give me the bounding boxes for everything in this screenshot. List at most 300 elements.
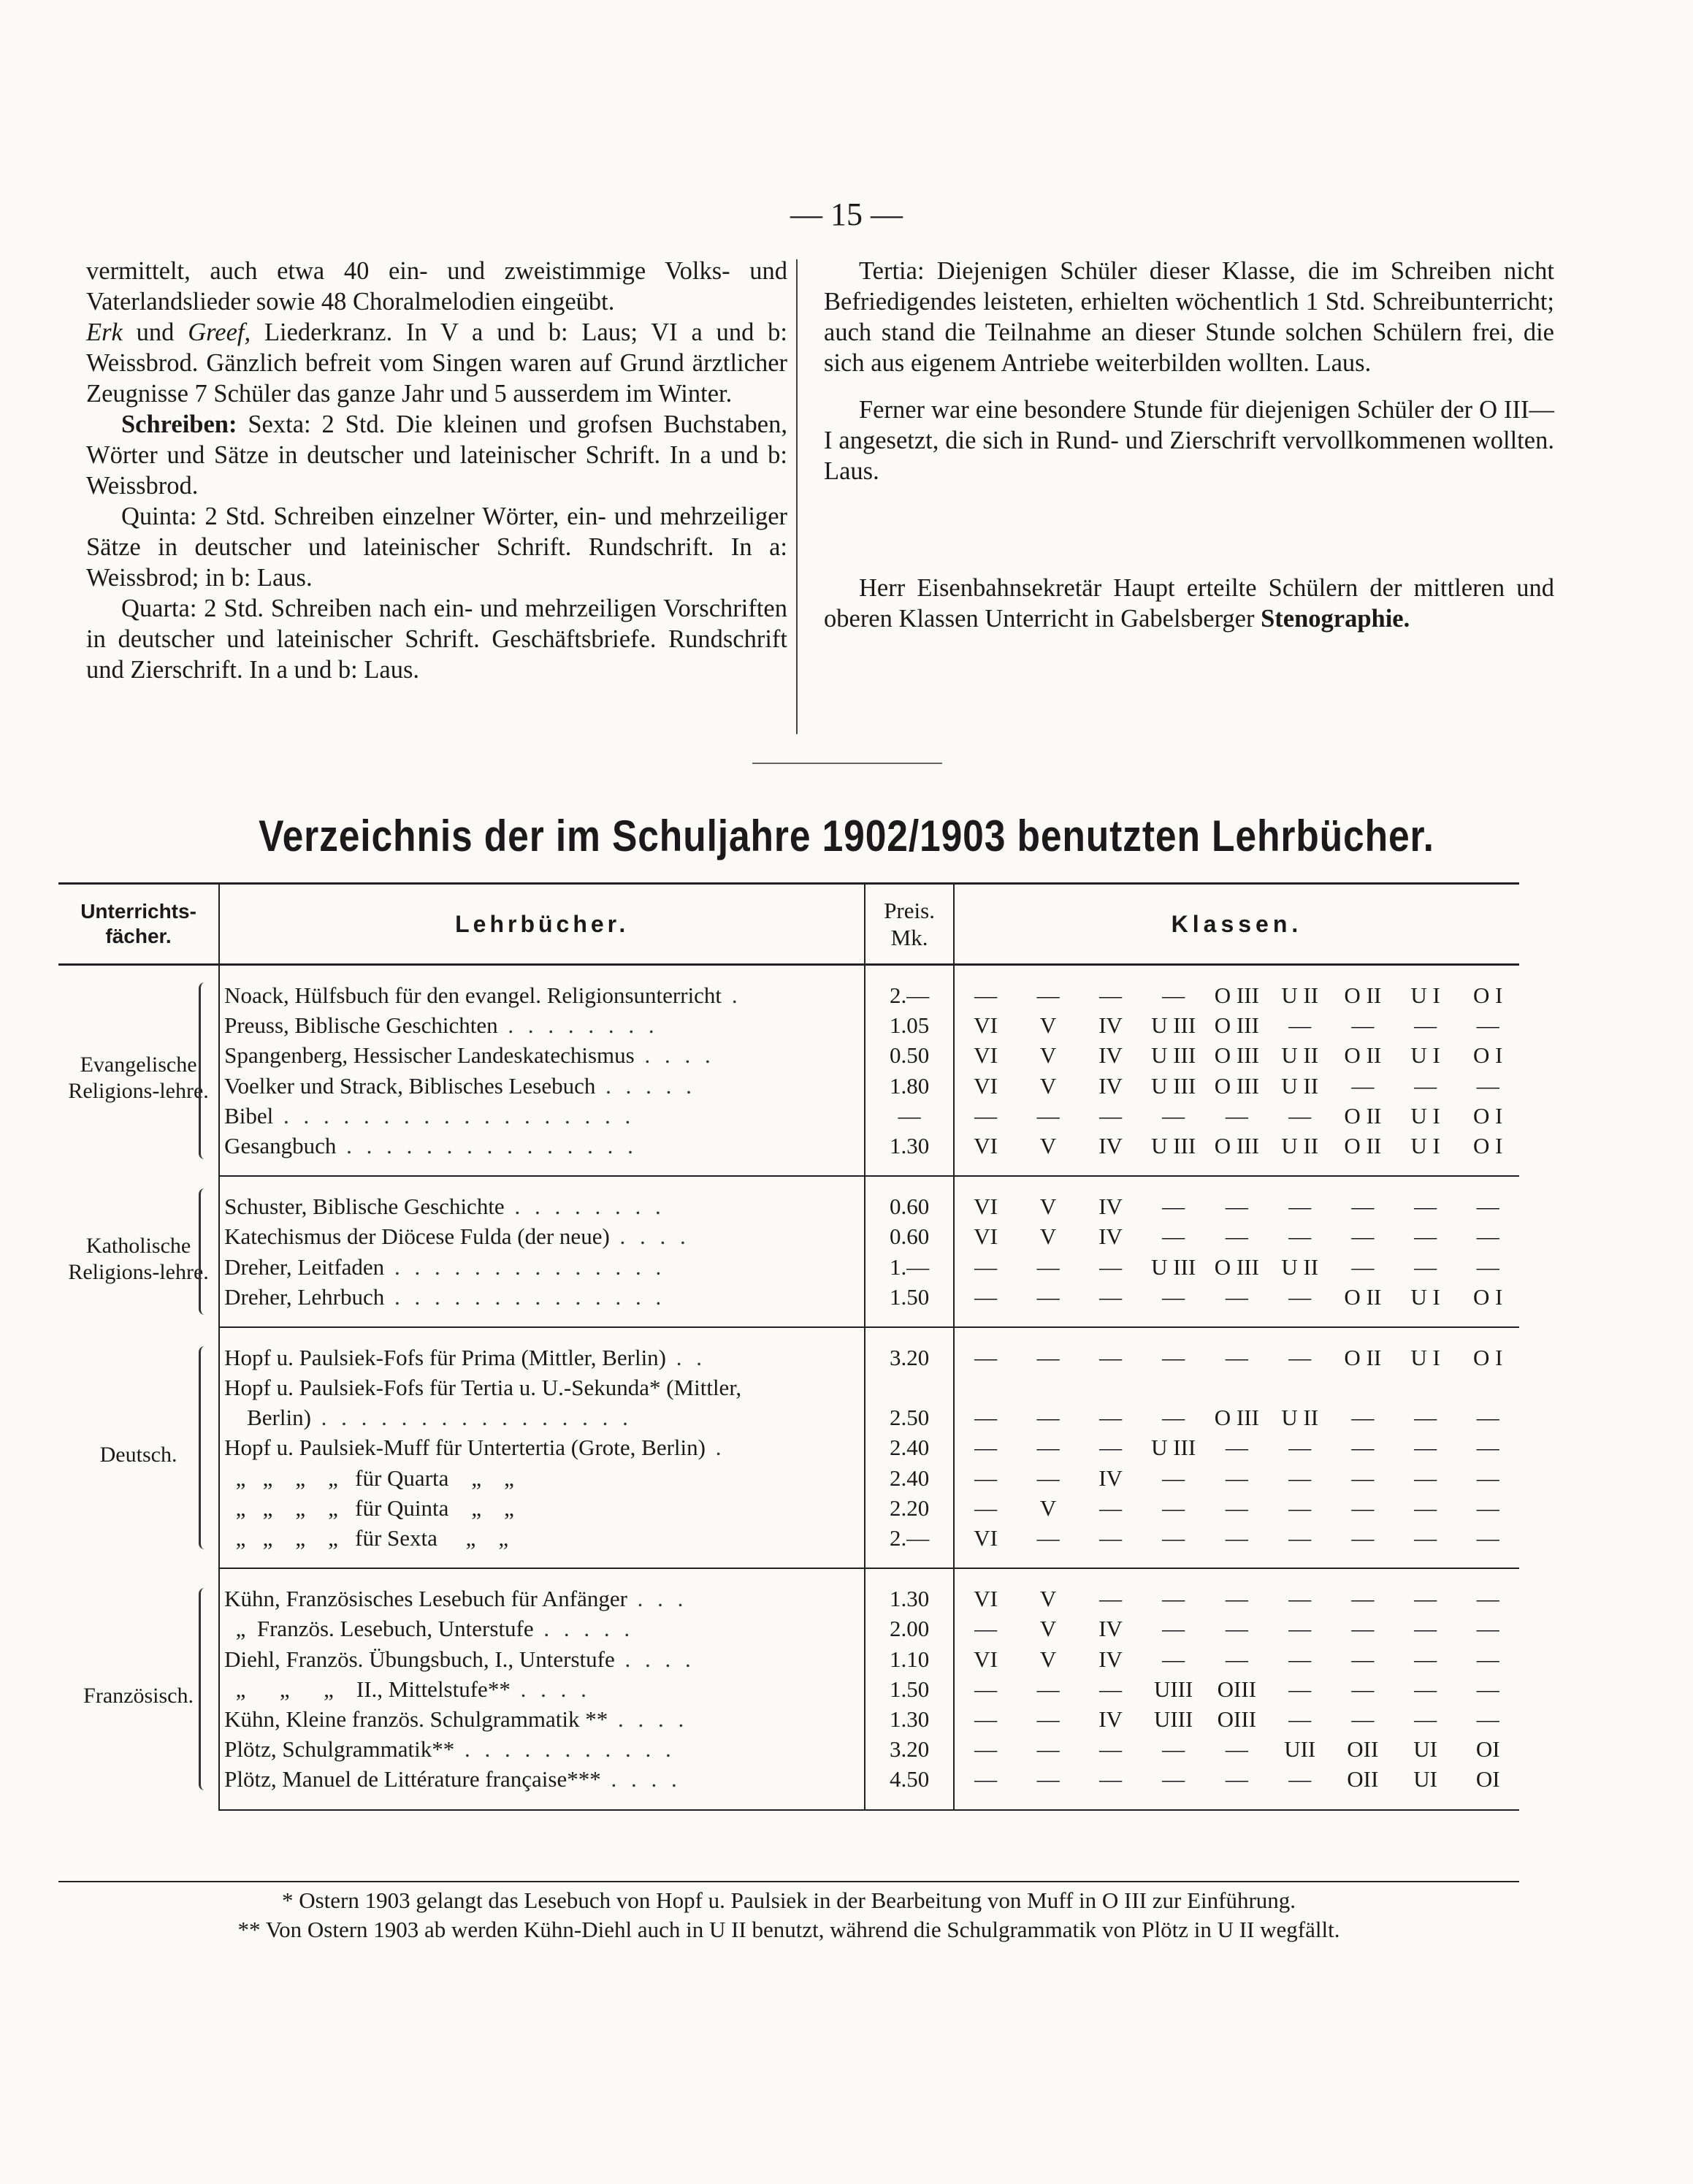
price-cell: 2.00	[865, 1614, 954, 1643]
class-cell: —	[1225, 1494, 1248, 1521]
class-cell: —	[1288, 1012, 1312, 1039]
class-cell: —	[1476, 1646, 1499, 1672]
table-row	[58, 1432, 1519, 1462]
text-fragment: Liederkranz. In V a und b: Laus; VI a und b: Weissbrod. Gänzlich befreit vom Singen waren auf Grund ärztlicher Zeugnisse 7 Schüler das ganze Jahr und 5 ausserdem im Winter.	[86, 318, 787, 408]
class-cell: —	[1288, 1676, 1312, 1702]
class-cell: —	[1036, 1706, 1060, 1732]
price-cell: 1.30	[865, 1704, 954, 1734]
class-cell: —	[1225, 1616, 1248, 1642]
class-cell: —	[1205, 1523, 1269, 1568]
book-title-cell	[219, 1493, 865, 1523]
leader-dots: . . . . . . . . . . . . . . .	[336, 1132, 638, 1158]
leader-dots: .	[705, 1435, 726, 1461]
class-cell: —	[1099, 1344, 1123, 1370]
class-cell: —	[1414, 1223, 1437, 1250]
leader-dots: . . . . . . . . . . .	[454, 1736, 676, 1763]
book-title: Katechismus der Diöcese Fulda (der neue)	[224, 1223, 610, 1250]
table-row	[58, 1493, 1519, 1523]
class-cell: —	[1162, 1194, 1185, 1220]
class-cell: —	[1476, 1072, 1499, 1099]
table-row	[58, 1282, 1519, 1327]
class-cell: IV	[1098, 1072, 1123, 1099]
leader-dots: . . . .	[609, 1223, 690, 1250]
book-title: Hopf u. Paulsiek-Fofs für Prima (Mittler, Berlin)	[224, 1344, 667, 1370]
book-title: „ „ „ „ für Sexta „ „	[224, 1525, 509, 1551]
table-row	[58, 1614, 1519, 1643]
leader-dots: . . . . . . . . . . . . . . . .	[310, 1405, 633, 1431]
class-cell: —	[1225, 1736, 1248, 1763]
class-cell: —	[1288, 1344, 1312, 1370]
class-cell: —	[1225, 1102, 1248, 1129]
class-cell: U III	[1151, 1253, 1196, 1280]
price-cell: 4.50	[865, 1764, 954, 1809]
table-row	[58, 1402, 1519, 1432]
left-column	[86, 256, 787, 685]
table-row	[58, 1674, 1519, 1704]
class-cell: —	[1414, 1072, 1437, 1099]
price-cell: 0.60	[865, 1176, 954, 1221]
class-cell: U I	[1394, 1282, 1457, 1327]
price-cell: 2.—	[865, 965, 954, 1011]
class-cell: —	[1162, 1586, 1185, 1612]
leader-dots: . . . .	[634, 1042, 715, 1069]
class-cell: —	[974, 1405, 998, 1431]
table-row	[58, 1523, 1519, 1568]
class-cell: —	[1036, 982, 1060, 1008]
class-cell: OII	[1331, 1764, 1394, 1809]
price-cell: 3.20	[865, 1734, 954, 1764]
class-cell: —	[1162, 1494, 1185, 1521]
leader-dots: . . . . .	[595, 1072, 696, 1099]
table-row	[58, 1704, 1519, 1734]
column-divider	[796, 259, 798, 734]
price-cell: 1.80	[865, 1071, 954, 1101]
left-paragraph-2	[86, 409, 787, 501]
footnote-1: * Ostern 1903 gelangt das Lesebuch von Hopf u. Paulsiek in der Bearbeitung von Muff in O III zur Einführung.	[281, 1887, 1296, 1913]
table-row	[58, 1327, 1519, 1372]
leader-dots: . . . . . . . . . . . . . .	[384, 1283, 666, 1310]
table-row	[58, 1764, 1519, 1809]
class-cell: —	[1017, 1764, 1079, 1809]
class-cell: —	[1036, 1253, 1060, 1280]
class-cell: —	[1162, 1102, 1185, 1129]
table-row	[58, 1010, 1519, 1040]
table-row	[58, 1071, 1519, 1101]
class-cell: U II	[1281, 1042, 1319, 1069]
book-title-cell	[219, 1614, 865, 1643]
class-cell: —	[1476, 1616, 1499, 1642]
book-title-cell	[219, 1327, 865, 1372]
class-cell: UII	[1284, 1736, 1316, 1763]
class-cell: —	[1288, 1616, 1312, 1642]
class-cell: U II	[1281, 1253, 1319, 1280]
class-cell: —	[1476, 1676, 1499, 1702]
class-cell: —	[1079, 1764, 1142, 1809]
class-cell: —	[1225, 1344, 1248, 1370]
class-cell: —	[1351, 1676, 1375, 1702]
class-cell: U I	[1410, 1102, 1440, 1129]
book-title: „ „ „ „ für Quarta „ „	[224, 1465, 514, 1491]
table-row	[58, 1131, 1519, 1176]
class-cell: —	[974, 982, 998, 1008]
stenographie-heading: Stenographie.	[1261, 605, 1410, 633]
class-cell: U II	[1269, 1131, 1331, 1176]
book-title: Diehl, Französ. Übungsbuch, I., Unterstufe	[224, 1646, 615, 1672]
class-cell: —	[1269, 1282, 1331, 1327]
class-cell: —	[1225, 1435, 1248, 1461]
book-title-cell	[219, 965, 865, 1011]
class-cell: —	[974, 1465, 998, 1491]
class-cell: U III	[1151, 1072, 1196, 1099]
book-title-cell	[219, 1402, 865, 1432]
class-cell: —	[1351, 1223, 1375, 1250]
subject-label: Französisch.	[83, 1684, 194, 1708]
book-title-cell	[219, 1674, 865, 1704]
class-cell: —	[974, 1344, 998, 1370]
class-cell: —	[954, 1764, 1017, 1809]
class-cell: VI	[974, 1194, 998, 1220]
class-cell: —	[1288, 1586, 1312, 1612]
footnote-2: ** Von Ostern 1903 ab werden Kühn-Diehl auch in U II benutzt, während die Schulgrammatik von Plötz in U II wegfällt.	[237, 1917, 1340, 1942]
class-cell: —	[1476, 1494, 1499, 1521]
class-cell: —	[1351, 1465, 1375, 1491]
book-title-cell	[219, 1131, 865, 1176]
class-cell: —	[974, 1253, 998, 1280]
price-cell: 2.—	[865, 1523, 954, 1568]
leader-dots: . . . . . . . .	[497, 1012, 659, 1039]
price-cell: 1.10	[865, 1644, 954, 1674]
table-row	[58, 1372, 1519, 1402]
class-cell: —	[1476, 1223, 1499, 1250]
book-title: Kühn, Französisches Lesebuch für Anfänger	[224, 1586, 627, 1612]
class-cell: —	[1205, 1282, 1269, 1327]
table-row	[58, 1101, 1519, 1131]
table-body	[58, 965, 1519, 1810]
class-cell: —	[1351, 1253, 1375, 1280]
brace-icon	[199, 1588, 211, 1790]
class-cell	[1079, 1372, 1142, 1402]
class-cell: IV	[1098, 1194, 1123, 1220]
class-cell	[1331, 1372, 1394, 1402]
brace-icon	[199, 1346, 211, 1549]
class-cell: —	[1162, 1223, 1185, 1250]
book-title: Bibel	[224, 1102, 274, 1129]
class-cell	[1456, 1372, 1519, 1402]
class-cell: —	[1476, 1405, 1499, 1431]
header-price: Preis. Mk.	[865, 884, 954, 965]
book-title: Gesangbuch	[224, 1132, 337, 1158]
class-cell: O II	[1344, 1042, 1382, 1069]
class-cell: —	[1099, 982, 1123, 1008]
class-cell: —	[1036, 1102, 1060, 1129]
class-cell: —	[1351, 1494, 1375, 1521]
class-cell: —	[1414, 1646, 1437, 1672]
class-cell: —	[1142, 1764, 1205, 1809]
class-cell: O III	[1214, 1253, 1259, 1280]
class-cell: V	[1039, 1616, 1057, 1642]
text-columns	[86, 256, 1554, 738]
book-title-cell	[219, 1568, 865, 1614]
class-cell: —	[1036, 1435, 1060, 1461]
class-cell: —	[1036, 1465, 1060, 1491]
class-cell: —	[1099, 1253, 1123, 1280]
class-cell: U II	[1281, 1072, 1319, 1099]
book-title: „ Französ. Lesebuch, Unterstufe	[224, 1616, 534, 1642]
leader-dots: . . . .	[608, 1706, 689, 1732]
book-title: „ „ „ II., Mittelstufe**	[224, 1676, 511, 1702]
book-title-cell	[219, 1764, 865, 1809]
class-cell: —	[1351, 1012, 1375, 1039]
class-cell: VI	[974, 1223, 998, 1250]
leader-dots: . . . . . . . . . . . . . .	[384, 1253, 666, 1280]
class-cell: —	[1269, 1764, 1331, 1809]
class-cell: —	[1017, 1282, 1079, 1327]
class-cell: UIII	[1153, 1706, 1193, 1732]
class-cell: —	[1476, 1435, 1499, 1461]
book-title: Plötz, Schulgrammatik**	[224, 1736, 455, 1763]
class-cell: O II	[1331, 1131, 1394, 1176]
class-cell: —	[1099, 1494, 1123, 1521]
class-cell	[1017, 1372, 1079, 1402]
class-cell	[1394, 1372, 1457, 1402]
class-cell: O II	[1331, 1282, 1394, 1327]
class-cell: VI	[974, 1646, 998, 1672]
class-cell: —	[1162, 1465, 1185, 1491]
book-title: „ „ „ „ für Quinta „ „	[224, 1494, 514, 1521]
class-cell: —	[974, 1736, 998, 1763]
class-cell: U I	[1410, 982, 1440, 1008]
leader-dots: . .	[666, 1344, 707, 1370]
right-paragraph-1: Tertia: Diejenigen Schüler dieser Klasse, die im Schreiben nicht Befriedigendes leisteten, erhielten wöchentlich 1 Std. Schreibunterricht; auch stand die Teilnahme an dieser Stunde solchen Schülern frei, die sich aus eigenem Antriebe weiterbilden wollten. Laus.	[824, 257, 1554, 377]
class-cell: —	[1476, 1465, 1499, 1491]
book-title: Plötz, Manuel de Littérature française***	[224, 1766, 601, 1792]
class-cell: —	[1036, 1676, 1060, 1702]
table-row	[58, 1644, 1519, 1674]
book-title-cell	[219, 1040, 865, 1070]
book-title: Berlin)	[224, 1405, 311, 1431]
class-cell: —	[1351, 1435, 1375, 1461]
price-cell: 1.05	[865, 1010, 954, 1040]
left-paragraph-1: vermittelt, auch etwa 40 ein- und zweistimmige Volks- und Vaterlandslieder sowie 48 Choralmelodien eingeübt.	[86, 257, 787, 316]
page-number: — 15 —	[790, 196, 903, 232]
class-cell	[1269, 1372, 1331, 1402]
subject-cell	[58, 1327, 219, 1568]
book-title: Dreher, Leitfaden	[224, 1253, 385, 1280]
author-erk: Erk	[86, 318, 123, 346]
class-cell: V	[1039, 1494, 1057, 1521]
class-cell: —	[1476, 1706, 1499, 1732]
class-cell: —	[974, 1706, 998, 1732]
class-cell: —	[1476, 1253, 1499, 1280]
class-cell: —	[974, 1102, 998, 1129]
class-cell: —	[1079, 1282, 1142, 1327]
class-cell: —	[1017, 1523, 1079, 1568]
book-title-cell	[219, 1101, 865, 1131]
class-cell: —	[1099, 1435, 1123, 1461]
class-cell: —	[1142, 1523, 1205, 1568]
class-cell: —	[1162, 1405, 1185, 1431]
right-column	[824, 256, 1554, 634]
class-cell: —	[1351, 1194, 1375, 1220]
class-cell	[1205, 1372, 1269, 1402]
leader-dots: . . . . . . . .	[504, 1194, 665, 1220]
class-cell: O II	[1344, 982, 1382, 1008]
leader-dots: . . . .	[614, 1646, 695, 1672]
class-cell: —	[1099, 1586, 1123, 1612]
leader-dots: . . .	[627, 1586, 688, 1612]
class-cell: UI	[1413, 1736, 1437, 1763]
subject-label: Katholische Religions-lehre.	[68, 1233, 209, 1284]
class-cell: —	[1225, 1194, 1248, 1220]
class-cell: O III	[1214, 1042, 1259, 1069]
book-title: Schuster, Biblische Geschichte	[224, 1194, 505, 1220]
book-title-cell	[219, 1010, 865, 1040]
class-cell: VI	[954, 1131, 1017, 1176]
left-paragraph-4: Quarta: 2 Std. Schreiben nach ein- und mehrzeiligen Vorschriften in deutscher und lateinischer Schrift. Geschäftsbriefe. Rundschrift und Zierschrift. In a und b: Laus.	[86, 595, 787, 684]
class-cell: —	[1225, 1465, 1248, 1491]
class-cell: VI	[974, 1586, 998, 1612]
class-cell: O III	[1214, 1405, 1259, 1431]
class-cell: —	[1288, 1465, 1312, 1491]
class-cell: —	[1351, 1706, 1375, 1732]
class-cell: —	[1099, 1676, 1123, 1702]
table-row	[58, 1568, 1519, 1614]
price-cell	[865, 1372, 954, 1402]
class-cell: —	[1162, 1616, 1185, 1642]
book-title-cell	[219, 1176, 865, 1221]
price-cell: 1.50	[865, 1674, 954, 1704]
class-cell: —	[1288, 1223, 1312, 1250]
price-cell: 1.30	[865, 1131, 954, 1176]
book-title: Dreher, Lehrbuch	[224, 1283, 385, 1310]
price-cell: 1.30	[865, 1568, 954, 1614]
class-cell: O II	[1344, 1344, 1382, 1370]
class-cell: VI	[974, 1042, 998, 1069]
class-cell: V	[1017, 1131, 1079, 1176]
book-title-cell	[219, 1372, 865, 1402]
class-cell: —	[1225, 1646, 1248, 1672]
class-cell: UIII	[1153, 1676, 1193, 1702]
class-cell: OI	[1456, 1764, 1519, 1809]
class-cell: —	[1036, 1736, 1060, 1763]
class-cell: V	[1039, 1586, 1057, 1612]
class-cell: U III	[1151, 1012, 1196, 1039]
class-cell: —	[1269, 1523, 1331, 1568]
table-row	[58, 1463, 1519, 1493]
class-cell: IV	[1098, 1012, 1123, 1039]
class-cell: IV	[1098, 1706, 1123, 1732]
brace-icon	[199, 982, 211, 1159]
price-cell: 0.60	[865, 1221, 954, 1251]
class-cell: —	[1225, 1586, 1248, 1612]
class-cell: UI	[1394, 1764, 1457, 1809]
text-fragment: Herr Eisenbahnsekretär Haupt erteilte Schülern der mittleren und oberen Klassen Unterricht in Gabelsberger	[824, 574, 1554, 633]
class-cell: —	[1162, 1736, 1185, 1763]
book-title-cell	[219, 1252, 865, 1282]
class-cell: IV	[1098, 1042, 1123, 1069]
class-cell: OI	[1475, 1736, 1500, 1763]
subject-label: Evangelische Religions-lehre.	[68, 1053, 209, 1104]
class-cell: —	[1414, 1706, 1437, 1732]
brace-icon	[199, 1188, 211, 1316]
class-cell: U III	[1151, 1435, 1196, 1461]
header-books: Lehrbücher.	[219, 884, 865, 965]
header-classes: Klassen.	[954, 884, 1519, 965]
class-cell: —	[1162, 1344, 1185, 1370]
book-title: Voelker und Strack, Biblisches Lesebuch	[224, 1072, 596, 1099]
price-cell: 2.20	[865, 1493, 954, 1523]
class-cell: —	[974, 1435, 998, 1461]
class-cell: —	[1288, 1102, 1312, 1129]
book-title: Preuss, Biblische Geschichten	[224, 1012, 498, 1039]
class-cell: O I	[1456, 1282, 1519, 1327]
class-cell: —	[1351, 1405, 1375, 1431]
table-row	[58, 1176, 1519, 1221]
leader-dots: . . . .	[600, 1766, 681, 1792]
class-cell: IV	[1079, 1131, 1142, 1176]
textbook-table	[58, 882, 1519, 1811]
table-row	[58, 965, 1519, 1011]
class-cell: —	[1351, 1616, 1375, 1642]
class-cell: —	[1476, 1586, 1499, 1612]
class-cell: —	[974, 1616, 998, 1642]
book-title: Spangenberg, Hessischer Landeskatechismus	[224, 1042, 635, 1069]
footnote-rule	[58, 1881, 1519, 1882]
leader-dots: . . . . . . . . . . . . . . . . . .	[273, 1102, 635, 1129]
class-cell: —	[1414, 1253, 1437, 1280]
class-cell: O III	[1205, 1131, 1269, 1176]
class-cell: —	[1414, 1465, 1437, 1491]
class-cell: O I	[1472, 1344, 1503, 1370]
class-cell: —	[1414, 1494, 1437, 1521]
class-cell: —	[1099, 1736, 1123, 1763]
left-paragraph-3: Quinta: 2 Std. Schreiben einzelner Wörter, ein- und mehrzeiliger Sätze in deutscher und lateinischer Schrift. Rundschrift. In a: Weissbrod; in b: Laus.	[86, 503, 787, 592]
subject-label: Deutsch.	[99, 1443, 177, 1467]
class-cell: —	[1414, 1012, 1437, 1039]
leader-dots: . . . .	[510, 1676, 591, 1702]
subject-cell	[58, 965, 219, 1177]
table-row	[58, 1734, 1519, 1764]
class-cell: IV	[1098, 1465, 1123, 1491]
class-cell: V	[1039, 1012, 1057, 1039]
book-title-cell	[219, 1704, 865, 1734]
class-cell: V	[1039, 1072, 1057, 1099]
subject-cell	[58, 1176, 219, 1327]
class-cell: O I	[1472, 982, 1503, 1008]
class-cell: —	[1414, 1405, 1437, 1431]
class-cell: —	[1394, 1523, 1457, 1568]
class-cell: IV	[1098, 1616, 1123, 1642]
price-cell: 1.—	[865, 1252, 954, 1282]
class-cell: —	[954, 1282, 1017, 1327]
left-paragraph-1b	[86, 317, 787, 409]
book-title: Kühn, Kleine französ. Schulgrammatik **	[224, 1706, 608, 1732]
class-cell: —	[1099, 1102, 1123, 1129]
book-title: Hopf u. Paulsiek-Muff für Untertertia (Grote, Berlin)	[224, 1435, 706, 1461]
class-cell: V	[1039, 1194, 1057, 1220]
class-cell: O I	[1472, 1102, 1503, 1129]
footnotes	[58, 1886, 1519, 1944]
class-cell: OIII	[1217, 1676, 1257, 1702]
class-cell: —	[1414, 1586, 1437, 1612]
class-cell: —	[1079, 1523, 1142, 1568]
book-title: Hopf u. Paulsiek-Fofs für Tertia u. U.-Sekunda* (Mittler,	[224, 1375, 742, 1401]
table-row	[58, 1221, 1519, 1251]
page-title: Verzeichnis der im Schuljahre 1902/1903 benutzten Lehrbücher.	[259, 812, 1434, 860]
class-cell: —	[1099, 1405, 1123, 1431]
leader-dots: .	[722, 982, 742, 1008]
class-cell: —	[1288, 1494, 1312, 1521]
